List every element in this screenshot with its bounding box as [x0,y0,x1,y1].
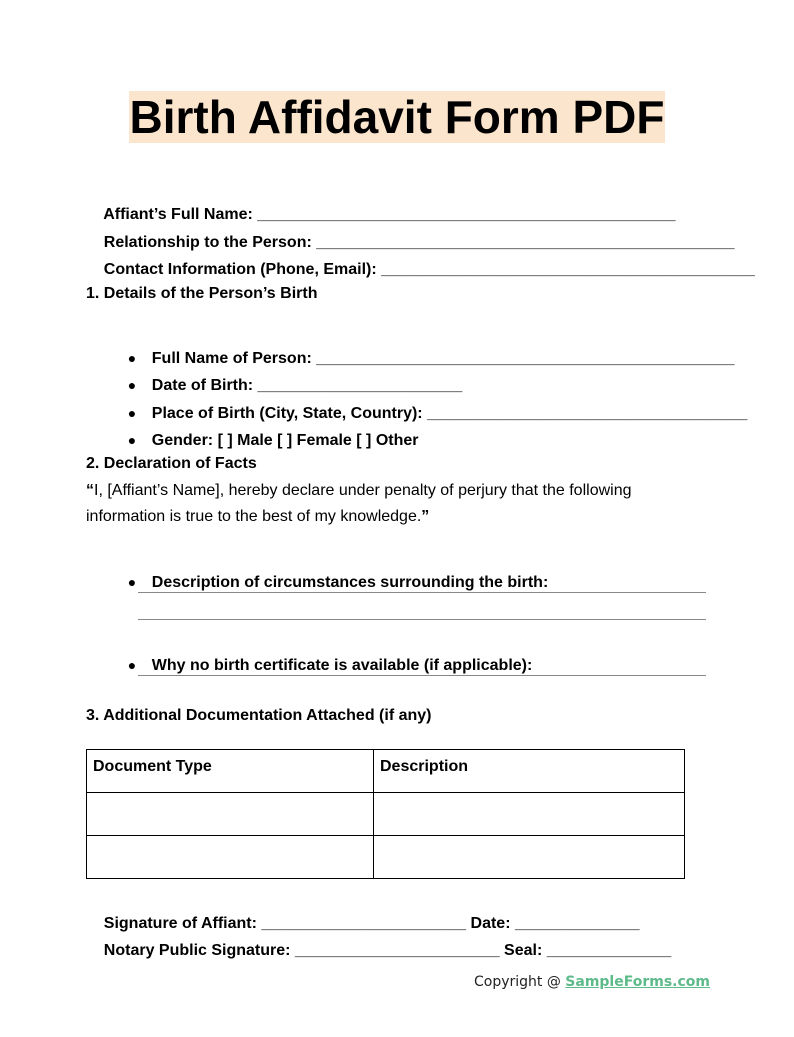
date-blank[interactable]: ______________ [510,915,640,932]
document-type-cell[interactable] [87,836,374,879]
field-blank[interactable]: ____________________________________ [422,405,748,422]
page-title: Birth Affidavit Form PDF [129,91,665,143]
copyright-footer [474,972,710,992]
bullet-icon: ● [127,432,137,448]
bullet-icon: ● [127,377,137,393]
field-label: Relationship to the Person: [103,234,312,251]
open-quote: “ [86,482,94,499]
no-certificate-reason-line[interactable] [138,675,706,676]
declaration-statement [86,478,706,530]
bullet-icon: ● [127,574,137,590]
field-label: Date of Birth: [151,377,254,394]
bullet-icon: ● [127,657,137,673]
bullet-icon: ● [127,350,137,366]
column-header-description: Description [374,750,685,793]
no-certificate-reason-field [110,635,532,696]
field-label: Contact Information (Phone, Email): [103,261,377,278]
seal-label: Seal: [499,942,543,959]
field-label: Full Name of Person: [151,350,312,367]
field-label: Why no birth certificate is available (if applicable): [151,657,533,674]
field-blank[interactable]: _______________________________________________ [252,206,676,223]
section-2-heading: 2. Declaration of Facts [86,455,257,472]
table-row [87,793,685,836]
sampleforms-link[interactable]: SampleForms.com [565,974,710,990]
close-quote: ” [421,508,430,525]
field-blank[interactable]: _______________________________________________ [311,234,735,251]
table-row [87,836,685,879]
document-type-cell[interactable] [87,793,374,836]
copyright-text: Copyright @ [473,974,566,990]
field-blank[interactable]: __________________________________________ [376,261,755,278]
field-blank[interactable]: _______________________ [253,377,463,394]
notary-signature-blank[interactable]: _______________________ [290,942,500,959]
field-blank[interactable]: _______________________________________________ [311,350,735,367]
seal-blank[interactable]: ______________ [542,942,672,959]
notary-signature-label: Notary Public Signature: [103,942,291,959]
gender-options[interactable]: Gender: [ ] Male [ ] Female [ ] Other [151,432,419,449]
circumstances-line-1[interactable] [138,592,706,593]
date-label: Date: [466,915,511,932]
field-label: Description of circumstances surrounding the birth: [151,574,549,591]
column-header-document-type: Document Type [87,750,374,793]
table-header-row [87,750,685,793]
circumstances-field [110,552,548,613]
field-label: Place of Birth (City, State, Country): [151,405,423,422]
title-wrap [0,91,794,143]
description-cell[interactable] [374,793,685,836]
description-cell[interactable] [374,836,685,879]
signature-label: Signature of Affiant: [103,915,257,932]
declaration-text: I, [Affiant’s Name], hereby declare under penalty of perjury that the following information is true to the best of my knowledge. [86,482,632,525]
section-3-heading: 3. Additional Documentation Attached (if any) [86,707,432,724]
documentation-table [86,749,685,879]
signature-blank[interactable]: _______________________ [256,915,467,932]
bullet-icon: ● [127,405,137,421]
circumstances-line-2[interactable] [138,619,706,620]
section-1-heading: 1. Details of the Person’s Birth [86,285,318,302]
field-label: Affiant’s Full Name: [103,206,253,223]
